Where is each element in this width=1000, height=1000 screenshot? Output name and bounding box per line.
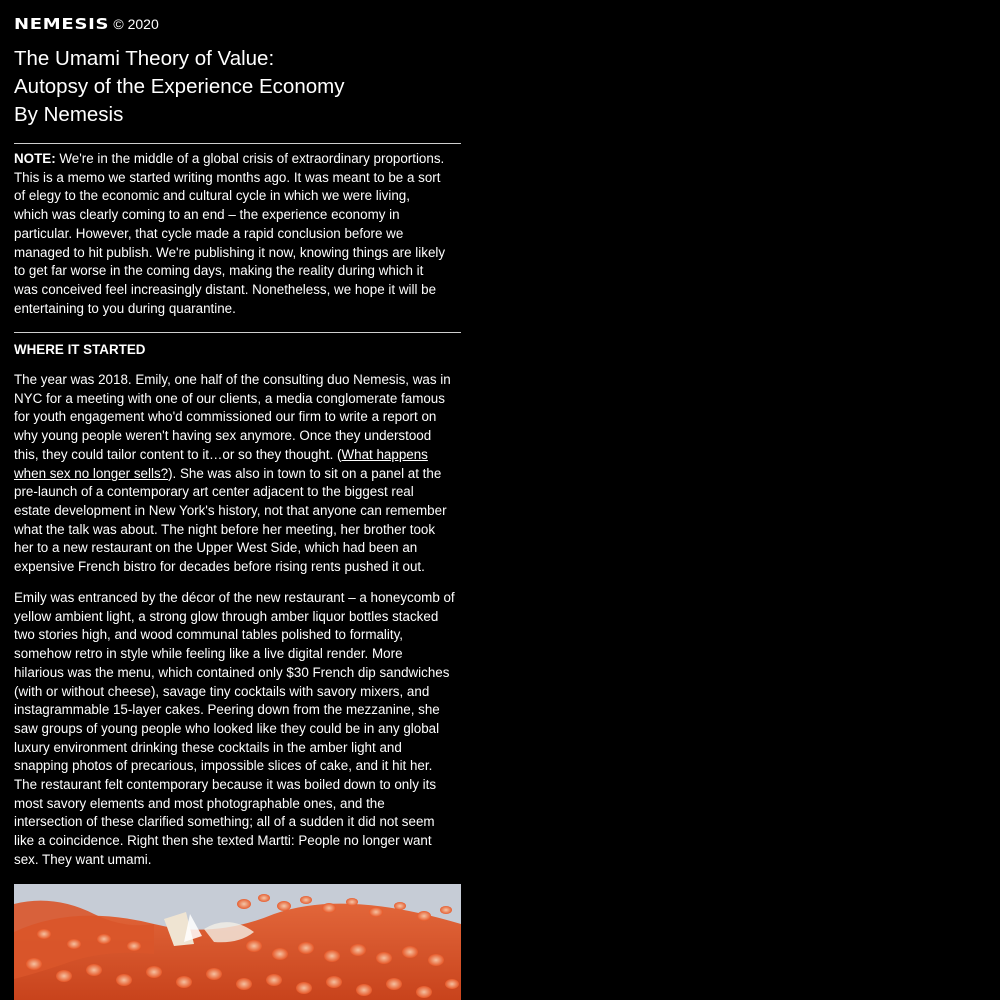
body-line: expensive French bistro for decades before rising rents pushed it out.: [14, 559, 425, 575]
title-line-2: Autopsy of the Experience Economy: [14, 75, 345, 98]
note-line: was conceived feel increasingly distant. Nonetheless, we hope it will be: [14, 281, 437, 297]
body-line: The restaurant felt contemporary because it was boiled down to only its: [14, 777, 437, 793]
body-line: sex. They want umami.: [14, 851, 152, 867]
nemesis-logo[interactable]: NEMESIS: [14, 15, 110, 33]
body-line: for youth engagement who'd commissioned our firm to write a report on: [14, 409, 437, 425]
body-line: most savory elements and most photographable ones, and the: [14, 795, 385, 811]
note-line: entertaining to you during quarantine.: [14, 300, 236, 316]
body-line: two stories high, and wood communal tables polished to formality,: [14, 627, 404, 643]
note-line: to get far worse in the coming days, making the reality during which it: [14, 263, 424, 279]
sex-no-longer-sells-link[interactable]: What happens: [341, 446, 428, 462]
paragraph-where-it-started: [14, 371, 461, 577]
note-label: NOTE:: [14, 151, 56, 166]
note-line: managed to hit publish. We're publishing it now, knowing things are likely: [14, 244, 446, 260]
note-line: This is a memo we started writing months ago. It was meant to be a sort: [14, 169, 441, 185]
body-line: hilarious was the menu, which contained only $30 French dip sandwiches: [14, 664, 450, 680]
article-photo: [14, 884, 461, 1000]
body-line: her to a new restaurant on the Upper West Side, which had been an: [14, 540, 418, 556]
body-line: snapping photos of precarious, impossible slices of cake, and it hit her.: [14, 758, 433, 774]
body-line: instagrammable 15-layer cakes. Peering down from the mezzanine, she: [14, 702, 440, 718]
body-line: somehow retro in style while feeling like a live digital render. More: [14, 646, 403, 662]
body-line: estate development in New York's history, not that anyone can remember: [14, 502, 447, 518]
paragraph-umami: [14, 589, 461, 870]
body-line: this, they could tailor content to it…or so they thought. (: [14, 446, 342, 462]
body-line: NYC for a meeting with one of our clients, a media conglomerate famous: [14, 390, 445, 406]
body-line: The year was 2018. Emily, one half of the consulting duo Nemesis, was in: [14, 372, 451, 387]
body-line: ). She was also in town to sit on a panel at the: [168, 465, 442, 481]
divider-section: [14, 332, 461, 333]
body-line: intersection of these clarified something; all of a sudden it did not seem: [14, 814, 435, 830]
body-line: yellow ambient light, a strong glow through amber liquor bottles stacked: [14, 608, 439, 624]
note-line: We're in the middle of a global crisis of extraordinary proportions.: [55, 151, 445, 166]
body-line: saw groups of young people who looked like they could be in any global: [14, 720, 440, 736]
article-title: [14, 45, 461, 129]
body-line: what the talk was about. The night before her meeting, her brother took: [14, 521, 436, 537]
divider-top: [14, 143, 461, 144]
body-line: like a coincidence. Right then she texted Martti: People no longer want: [14, 833, 432, 849]
title-line-1: The Umami Theory of Value:: [14, 47, 275, 70]
site-header: [14, 14, 159, 34]
note-paragraph: [14, 150, 461, 318]
byline: By Nemesis: [14, 103, 124, 126]
note-line: particular. However, that cycle made a rapid conclusion before we: [14, 225, 404, 241]
sex-no-longer-sells-link-cont[interactable]: when sex no longer sells?: [14, 465, 169, 481]
note-line: of elegy to the economic and cultural cycle in which we were living,: [14, 188, 410, 204]
body-line: (with or without cheese), savage tiny cocktails with savory mixers, and: [14, 683, 430, 699]
copyright-text: © 2020: [113, 16, 159, 32]
body-line: pre-launch of a contemporary art center adjacent to the biggest real: [14, 484, 414, 500]
section-heading: WHERE IT STARTED: [14, 342, 146, 357]
note-line: which was clearly coming to an end – the experience economy in: [14, 207, 400, 223]
crustacean-illustration: [14, 884, 461, 1000]
body-line: luxury environment drinking these cocktails in the amber light and: [14, 739, 402, 755]
body-line: why young people weren't having sex anymore. Once they understood: [14, 428, 432, 444]
body-line: Emily was entranced by the décor of the new restaurant – a honeycomb of: [14, 590, 455, 605]
